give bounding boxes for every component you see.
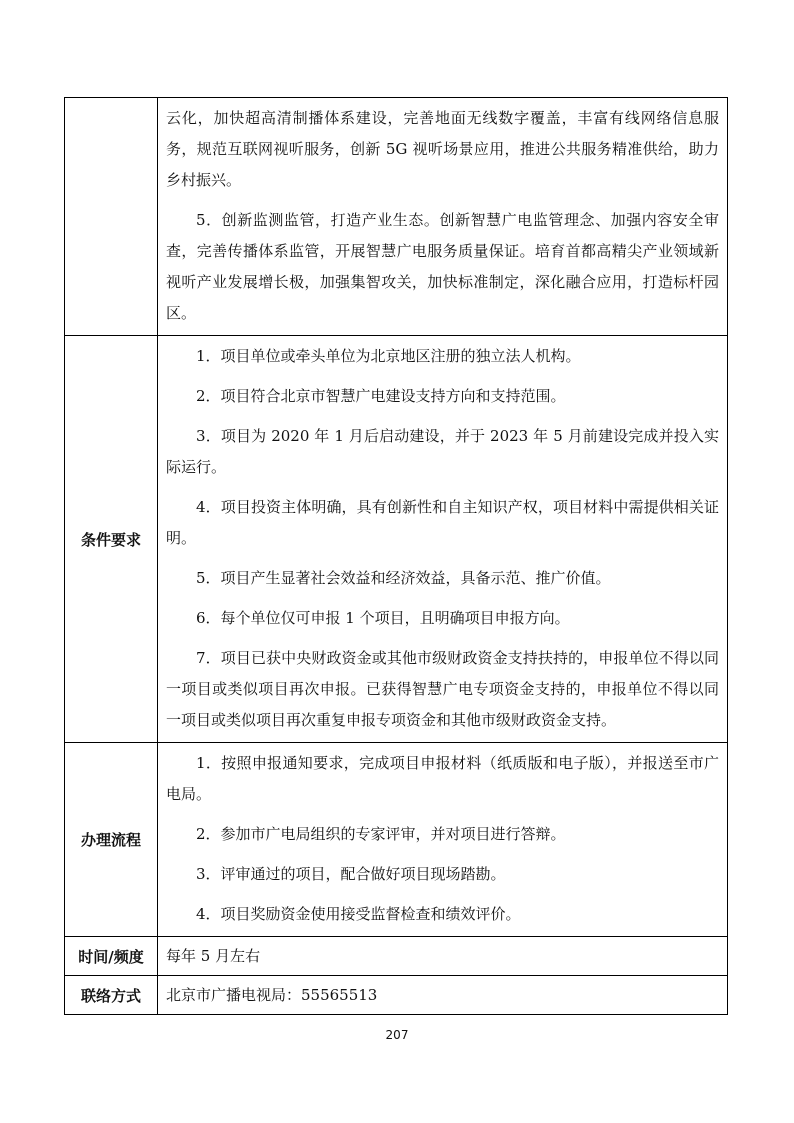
empty-label-cell bbox=[65, 98, 158, 336]
requirement-item: 7．项目已获中央财政资金或其他市级财政资金支持扶持的，申报单位不得以同一项目或类似项目再次申报。已获得智慧广电专项资金支持的，申报单位不得以同一项目或类似项目再次重复申报专项资金和其他市级财政资金支持。 bbox=[166, 649, 719, 729]
requirement-item: 1．项目单位或牵头单位为北京地区注册的独立法人机构。 bbox=[196, 347, 581, 365]
frequency-value: 每年 5 月左右 bbox=[158, 937, 728, 976]
requirement-item: 3．项目为 2020 年 1 月后启动建设，并于 2023 年 5 月前建设完成并投入实际运行。 bbox=[166, 427, 719, 476]
policy-table bbox=[64, 97, 728, 1015]
continuation-paragraph-2: 5．创新监测监管，打造产业生态。创新智慧广电监管理念、加强内容安全审查，完善传播体系监管，开展智慧广电服务质量保证。培育首都高精尖产业领域新视听产业发展增长极，加强集智攻关，加快标准制定，深化融合应用，打造标杆园区。 bbox=[166, 211, 719, 322]
page-number: 207 bbox=[385, 1028, 409, 1042]
table-row-contact bbox=[65, 976, 728, 1015]
process-item: 4．项目奖励资金使用接受监督检查和绩效评价。 bbox=[196, 905, 521, 923]
contact-label: 联络方式 bbox=[65, 976, 158, 1015]
requirement-item: 2．项目符合北京市智慧广电建设支持方向和支持范围。 bbox=[196, 387, 566, 405]
table-row-frequency bbox=[65, 937, 728, 976]
process-item: 1．按照申报通知要求，完成项目申报材料（纸质版和电子版），并报送至市广电局。 bbox=[166, 754, 719, 803]
table-row-process bbox=[65, 743, 728, 937]
process-label: 办理流程 bbox=[65, 743, 158, 937]
table-row-requirements bbox=[65, 336, 728, 743]
requirement-item: 5．项目产生显著社会效益和经济效益，具备示范、推广价值。 bbox=[196, 569, 611, 587]
requirements-content bbox=[158, 336, 728, 743]
contact-value: 北京市广播电视局：55565513 bbox=[158, 976, 728, 1015]
table-row-continuation bbox=[65, 98, 728, 336]
requirement-item: 6．每个单位仅可申报 1 个项目，且明确项目申报方向。 bbox=[196, 609, 570, 627]
process-content bbox=[158, 743, 728, 937]
continuation-content bbox=[158, 98, 728, 336]
process-item: 2．参加市广电局组织的专家评审，并对项目进行答辩。 bbox=[196, 825, 566, 843]
requirements-label: 条件要求 bbox=[65, 336, 158, 743]
process-item: 3．评审通过的项目，配合做好项目现场踏勘。 bbox=[196, 865, 506, 883]
requirement-item: 4．项目投资主体明确，具有创新性和自主知识产权，项目材料中需提供相关证明。 bbox=[166, 498, 719, 547]
continuation-paragraph-1: 云化，加快超高清制播体系建设，完善地面无线数字覆盖，丰富有线网络信息服务，规范互联网视听服务，创新 5G 视听场景应用，推进公共服务精准供给，助力乡村振兴。 bbox=[166, 109, 719, 189]
frequency-label: 时间/频度 bbox=[65, 937, 158, 976]
